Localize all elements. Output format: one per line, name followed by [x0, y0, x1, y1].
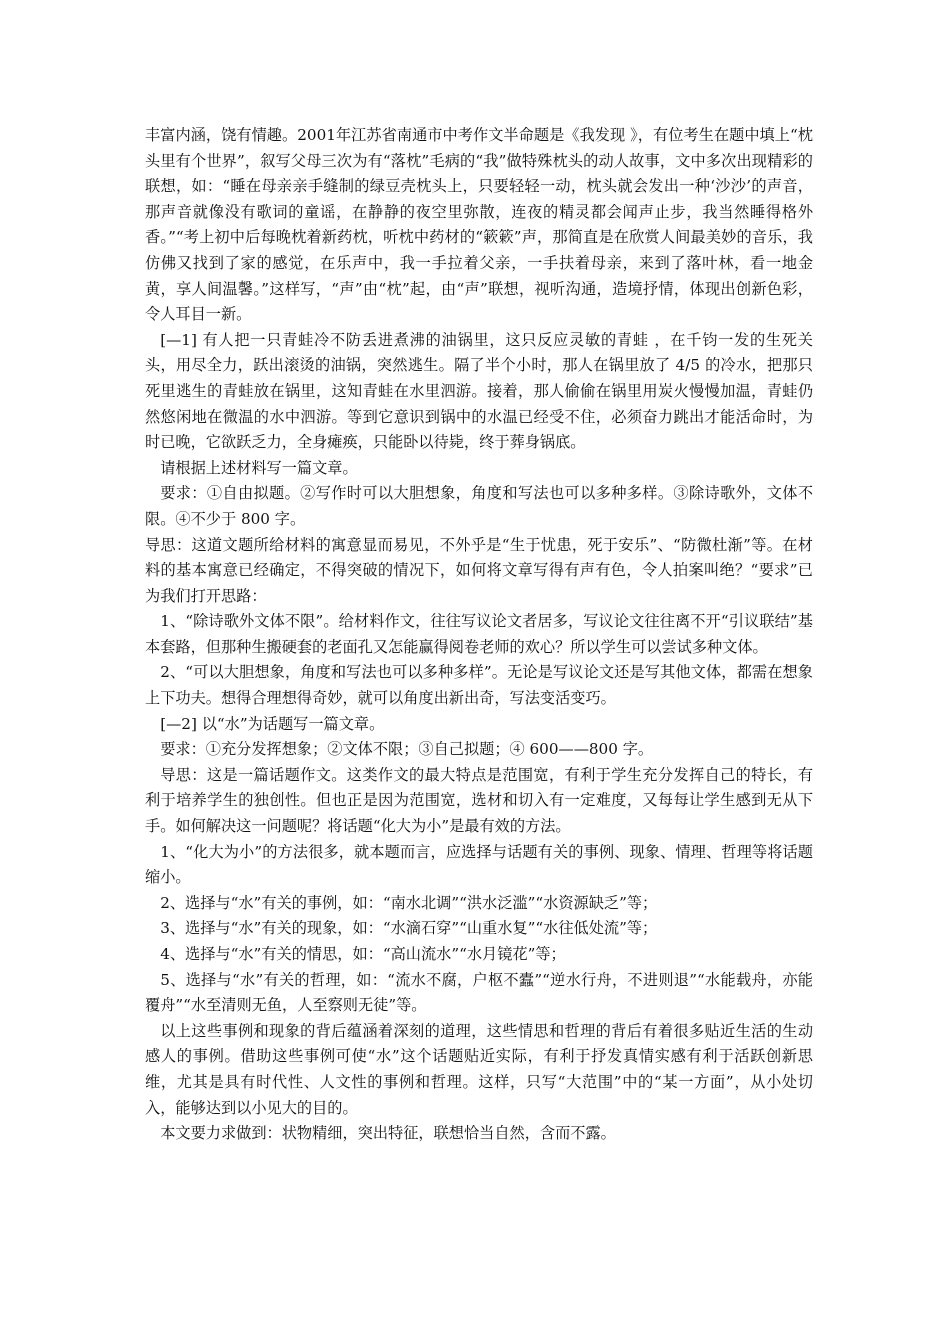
paragraph-prompt-2-point-2: 2、选择与“水”有关的事例，如：“南水北调”“洪水泛滥”“水资源缺乏”等；	[160, 893, 658, 912]
paragraph-prompt-2-point-1: 1、“化大为小”的方法很多，就本题而言，应选择与话题有关的事例、现象、情理、哲理等将话题缩小。	[145, 842, 813, 887]
paragraph-prompt-2-point-3: 3、选择与“水”有关的现象，如：“水滴石穿”“山重水复”“水往低处流”等；	[160, 919, 658, 938]
paragraph-prompt-2-requirements: 要求：①充分发挥想象；②文体不限；③自己拟题；④ 600——800 字。	[160, 740, 654, 759]
paragraph-prompt-1-point-2: 2、“可以大胆想象，角度和写法也可以多种多样”。无论是写议论文还是写其他文体，都需在想象上下功夫。想得合理想得奇妙，就可以角度出新出奇，写法变活变巧。	[145, 663, 813, 708]
paragraph-prompt-1-point-1: 1、“除诗歌外文体不限”。给材料作文，往往写议论文者居多，写议论文往往离不开“引议联结”基本套路，但那种生搬硬套的老面孔又怎能赢得阅卷老师的欢心？所以学生可以尝试多种文体。	[145, 612, 813, 656]
paragraph-prompt-1-instruction: 请根据上述材料写一篇文章。	[160, 458, 358, 477]
paragraph-intro-continuation: 丰富内涵，饶有情趣。2001年江苏省南通市中考作文半命题是《我发现 》，有位考生在题中填上“枕头里有个世界”，叙写父母三次为有“落枕”毛病的“我”做特殊枕头的动人故事，文中多次出现精彩的联想，如：“睡在母亲亲手缝制的绿豆壳枕头上，只要轻轻一动，枕头就会发出一种‘沙沙’的声音，那声音就像没有歌词的童谣，在静静的夜空里弥散，连夜的精灵都会闻声止步，我当然睡得格外香。”“考上初中后每晚枕着新药枕，听枕中药材的“簌簌”声，那简直是在欣赏人间最美妙的音乐，我仿佛又找到了家的感觉，在乐声中，我一手拉着父亲，一手扶着母亲，来到了落叶林，看一地金黄，享人间温馨。”这样写，“声”由“枕”起，由“声”联想，视听沟通，造境抒情，体现出创新色彩，令人耳目一新。	[145, 126, 813, 324]
paragraph-prompt-2-summary: 以上这些事例和现象的背后蕴涵着深刻的道理，这些情思和哲理的背后有着很多贴近生活的生动感人的事例。借助这些事例可使“水”这个话题贴近实际，有利于抒发真情实感有利于活跃创新思维，尤其是具有时代性、人文性的事例和哲理。这样，只写“大范围”中的“某一方面”，从小处切入，能够达到以小见大的目的。	[145, 1021, 813, 1117]
paragraph-prompt-2-guide: 导思：这是一篇话题作文。这类作文的最大特点是范围宽，有利于学生充分发挥自己的特长，有利于培养学生的独创性。但也正是因为范围宽，选材和切入有一定难度，又每每让学生感到无从下手。如何解决这一问题呢？将话题“化大为小”是最有效的方法。	[145, 765, 813, 836]
paragraph-prompt-2-point-5: 5、选择与“水”有关的哲理，如：“流水不腐，户枢不蠹”“逆水行舟，不进则退”“水能载舟，亦能覆舟”“水至清则无鱼，人至察则无徒”等。	[145, 970, 813, 1015]
paragraph-prompt-2-topic: [—2] 以“水”为话题写一篇文章。	[160, 714, 385, 733]
paragraph-prompt-1-requirements: 要求：①自由拟题。②写作时可以大胆想象，角度和写法也可以多种多样。③除诗歌外，文体不限。④不少于 800 字。	[145, 484, 813, 528]
paragraph-prompt-2-conclusion: 本文要力求做到：状物精细，突出特征，联想恰当自然，含而不露。	[160, 1124, 616, 1143]
paragraph-prompt-1-guide: 导思：这道文题所给材料的寓意显而易见，不外乎是“生于忧患，死于安乐”、“防微杜渐”等。在材料的基本寓意已经确定，不得突破的情况下，如何将文章写得有声有色，令人拍案叫绝？“要求”已为我们打开思路：	[145, 535, 813, 605]
document-page	[145, 123, 813, 1147]
paragraph-prompt-2-point-4: 4、选择与“水”有关的情思，如：“高山流水”“水月镜花”等；	[160, 945, 566, 963]
paragraph-prompt-1-material: [—1] 有人把一只青蛙冷不防丢进煮沸的油锅里，这只反应灵敏的青蛙 ，在千钧一发的生死关头，用尽全力，跃出滚烫的油锅，突然逃生。隔了半个小时，那人在锅里放了 4/5 的冷水，把那只死里逃生的青蛙放在锅里，这知青蛙在水里泗游。接着，那人偷偷在锅里用炭火慢慢加温，青蛙仍然悠闲地在微温的水中泗游。等到它意识到锅中的水温已经受不住，必须奋力跳出才能活命时，为时已晚，它欲跃乏力，全身瘫痪，只能卧以待毙，终于葬身锅底。	[145, 330, 813, 452]
